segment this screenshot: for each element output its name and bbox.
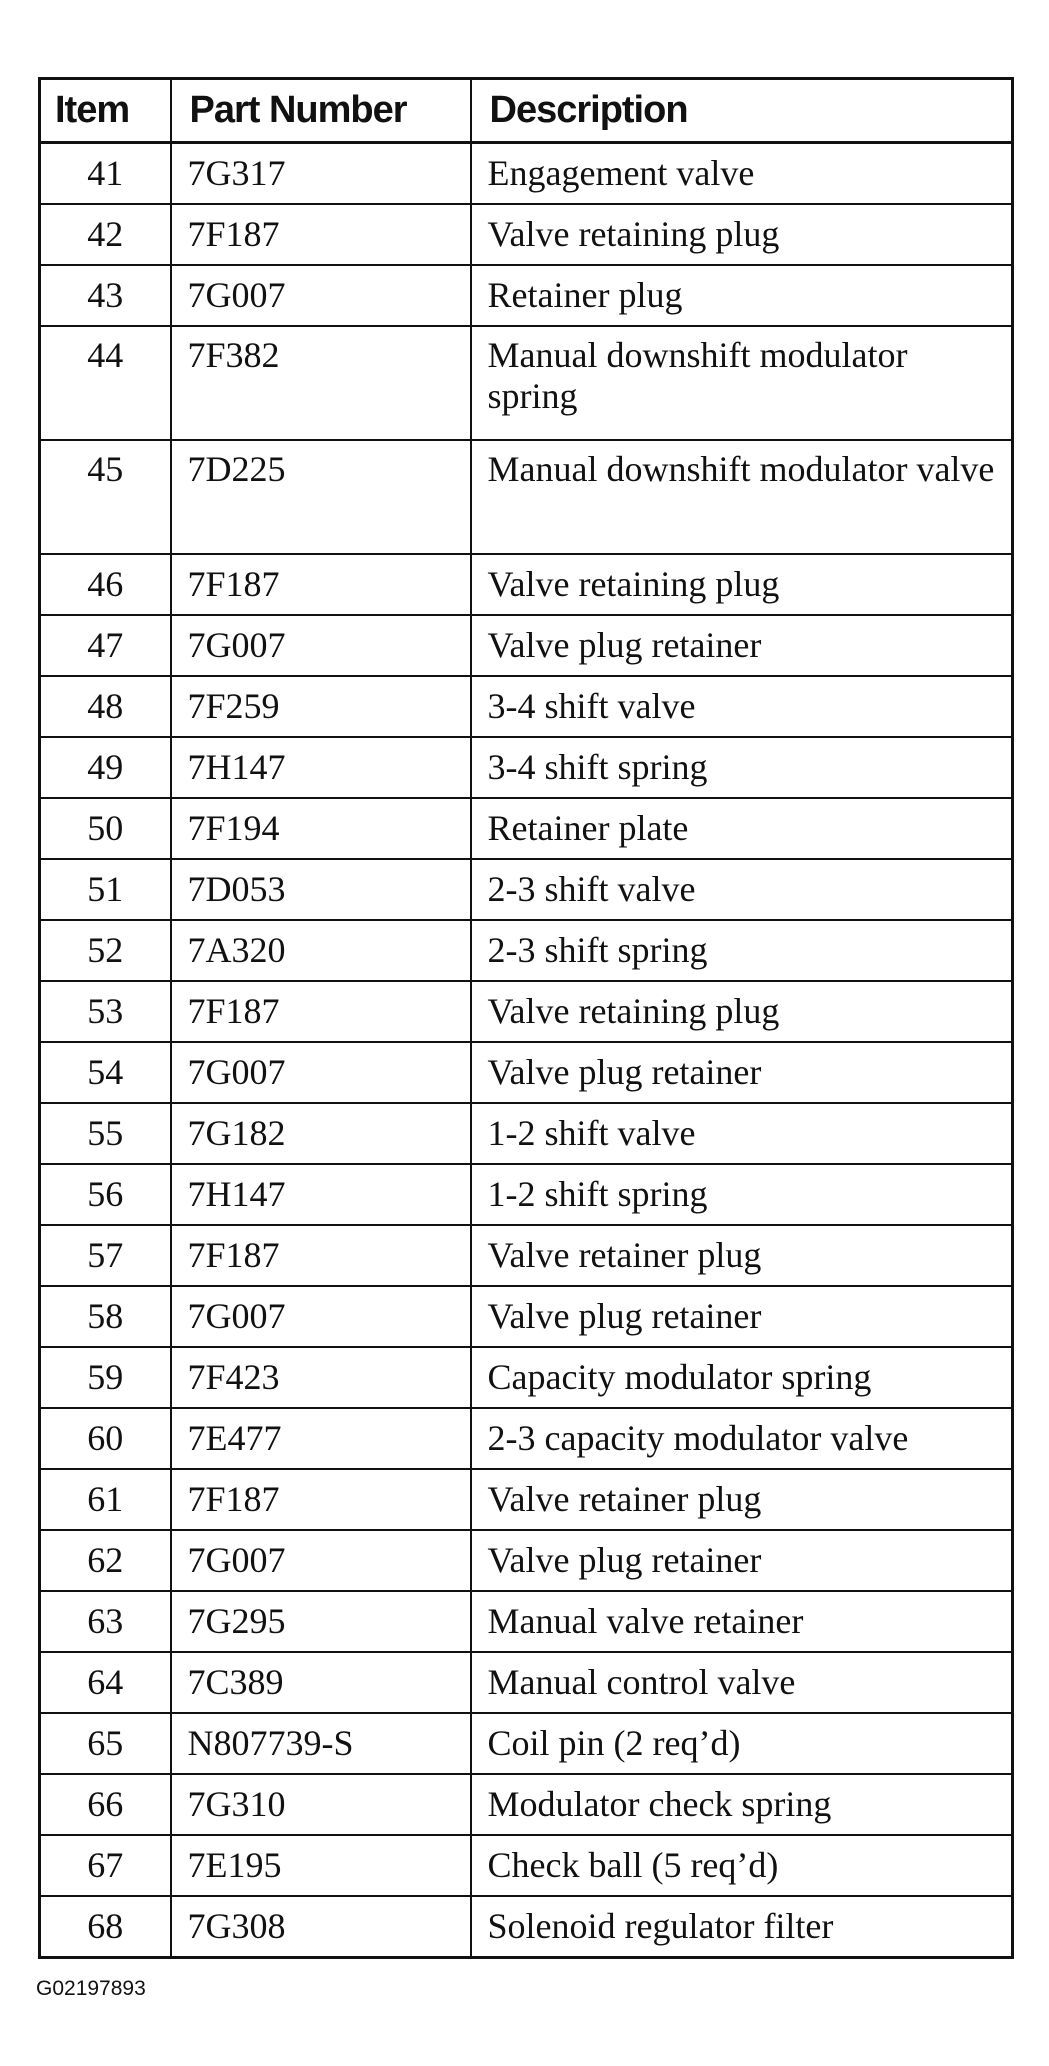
table-row <box>40 676 1013 737</box>
table-row <box>40 798 1013 859</box>
table-row <box>40 1408 1013 1469</box>
header-row <box>40 79 1013 143</box>
part-number-cell: 7G295 <box>171 1591 471 1652</box>
table-row <box>40 1469 1013 1530</box>
item-cell: 44 <box>40 326 171 440</box>
figure-code: G02197893 <box>36 1977 146 2000</box>
table-row <box>40 204 1013 265</box>
part-number-cell: 7G182 <box>171 1103 471 1164</box>
part-number-cell: 7A320 <box>171 920 471 981</box>
table-row <box>40 1652 1013 1713</box>
item-cell: 64 <box>40 1652 171 1713</box>
item-cell: 50 <box>40 798 171 859</box>
description-cell: Valve plug retainer <box>471 1042 1013 1103</box>
description-cell: 1-2 shift valve <box>471 1103 1013 1164</box>
table-row <box>40 737 1013 798</box>
part-number-cell: N807739-S <box>171 1713 471 1774</box>
table-row <box>40 920 1013 981</box>
description-cell: Valve retaining plug <box>471 554 1013 615</box>
description-cell: Capacity modulator spring <box>471 1347 1013 1408</box>
table-row <box>40 981 1013 1042</box>
item-cell: 65 <box>40 1713 171 1774</box>
item-cell: 68 <box>40 1896 171 1958</box>
header-item: Item <box>40 79 171 143</box>
description-cell: Manual downshift modulator spring <box>471 326 1013 440</box>
table-row <box>40 1225 1013 1286</box>
part-number-cell: 7F187 <box>171 554 471 615</box>
description-cell: 3-4 shift spring <box>471 737 1013 798</box>
item-cell: 43 <box>40 265 171 326</box>
part-number-cell: 7G308 <box>171 1896 471 1958</box>
item-cell: 59 <box>40 1347 171 1408</box>
description-cell: 2-3 capacity modulator valve <box>471 1408 1013 1469</box>
description-cell: Check ball (5 req’d) <box>471 1835 1013 1896</box>
item-cell: 54 <box>40 1042 171 1103</box>
item-cell: 62 <box>40 1530 171 1591</box>
description-cell: Valve retaining plug <box>471 981 1013 1042</box>
description-cell: Retainer plug <box>471 265 1013 326</box>
part-number-cell: 7D053 <box>171 859 471 920</box>
part-number-cell: 7F423 <box>171 1347 471 1408</box>
description-cell: Valve plug retainer <box>471 1286 1013 1347</box>
item-cell: 45 <box>40 440 171 554</box>
part-number-cell: 7H147 <box>171 737 471 798</box>
table-row <box>40 326 1013 440</box>
description-cell: 1-2 shift spring <box>471 1164 1013 1225</box>
description-cell: Valve plug retainer <box>471 1530 1013 1591</box>
item-cell: 53 <box>40 981 171 1042</box>
description-cell: Manual downshift modulator valve <box>471 440 1013 554</box>
table-row <box>40 143 1013 205</box>
item-cell: 47 <box>40 615 171 676</box>
item-cell: 61 <box>40 1469 171 1530</box>
part-number-cell: 7F187 <box>171 204 471 265</box>
table-row <box>40 1347 1013 1408</box>
part-number-cell: 7G007 <box>171 1530 471 1591</box>
item-cell: 67 <box>40 1835 171 1896</box>
item-cell: 48 <box>40 676 171 737</box>
description-cell: Solenoid regulator filter <box>471 1896 1013 1958</box>
item-cell: 49 <box>40 737 171 798</box>
item-cell: 52 <box>40 920 171 981</box>
part-number-cell: 7G317 <box>171 143 471 205</box>
table-row <box>40 1042 1013 1103</box>
item-cell: 63 <box>40 1591 171 1652</box>
item-cell: 41 <box>40 143 171 205</box>
part-number-cell: 7D225 <box>171 440 471 554</box>
part-number-cell: 7F194 <box>171 798 471 859</box>
table-row <box>40 440 1013 554</box>
part-number-cell: 7C389 <box>171 1652 471 1713</box>
description-cell: Valve retainer plug <box>471 1469 1013 1530</box>
part-number-cell: 7H147 <box>171 1164 471 1225</box>
part-number-cell: 7F187 <box>171 1225 471 1286</box>
item-cell: 57 <box>40 1225 171 1286</box>
item-cell: 60 <box>40 1408 171 1469</box>
part-number-cell: 7F259 <box>171 676 471 737</box>
description-cell: Manual control valve <box>471 1652 1013 1713</box>
description-cell: Valve plug retainer <box>471 615 1013 676</box>
item-cell: 58 <box>40 1286 171 1347</box>
part-number-cell: 7G310 <box>171 1774 471 1835</box>
part-number-cell: 7G007 <box>171 265 471 326</box>
description-cell: Coil pin (2 req’d) <box>471 1713 1013 1774</box>
description-cell: Valve retainer plug <box>471 1225 1013 1286</box>
part-number-cell: 7F382 <box>171 326 471 440</box>
header-part-number: Part Number <box>171 79 471 143</box>
table-row <box>40 1103 1013 1164</box>
description-cell: Modulator check spring <box>471 1774 1013 1835</box>
table-row <box>40 1835 1013 1896</box>
table-row <box>40 859 1013 920</box>
item-cell: 42 <box>40 204 171 265</box>
table-row <box>40 615 1013 676</box>
item-cell: 55 <box>40 1103 171 1164</box>
parts-table-body <box>40 143 1013 1958</box>
part-number-cell: 7E195 <box>171 1835 471 1896</box>
item-cell: 51 <box>40 859 171 920</box>
item-cell: 46 <box>40 554 171 615</box>
description-cell: Retainer plate <box>471 798 1013 859</box>
table-row <box>40 1896 1013 1958</box>
description-cell: Manual valve retainer <box>471 1591 1013 1652</box>
part-number-cell: 7F187 <box>171 981 471 1042</box>
table-row <box>40 1713 1013 1774</box>
table-row <box>40 1530 1013 1591</box>
table-row <box>40 1591 1013 1652</box>
description-cell: 2-3 shift spring <box>471 920 1013 981</box>
description-cell: Valve retaining plug <box>471 204 1013 265</box>
part-number-cell: 7E477 <box>171 1408 471 1469</box>
table-row <box>40 554 1013 615</box>
item-cell: 66 <box>40 1774 171 1835</box>
description-cell: 3-4 shift valve <box>471 676 1013 737</box>
table-row <box>40 1286 1013 1347</box>
part-number-cell: 7G007 <box>171 615 471 676</box>
header-description: Description <box>471 79 1013 143</box>
table-row <box>40 265 1013 326</box>
part-number-cell: 7F187 <box>171 1469 471 1530</box>
table-row <box>40 1774 1013 1835</box>
parts-table <box>38 77 1014 1959</box>
description-cell: 2-3 shift valve <box>471 859 1013 920</box>
description-cell: Engagement valve <box>471 143 1013 205</box>
item-cell: 56 <box>40 1164 171 1225</box>
table-row <box>40 1164 1013 1225</box>
part-number-cell: 7G007 <box>171 1042 471 1103</box>
part-number-cell: 7G007 <box>171 1286 471 1347</box>
